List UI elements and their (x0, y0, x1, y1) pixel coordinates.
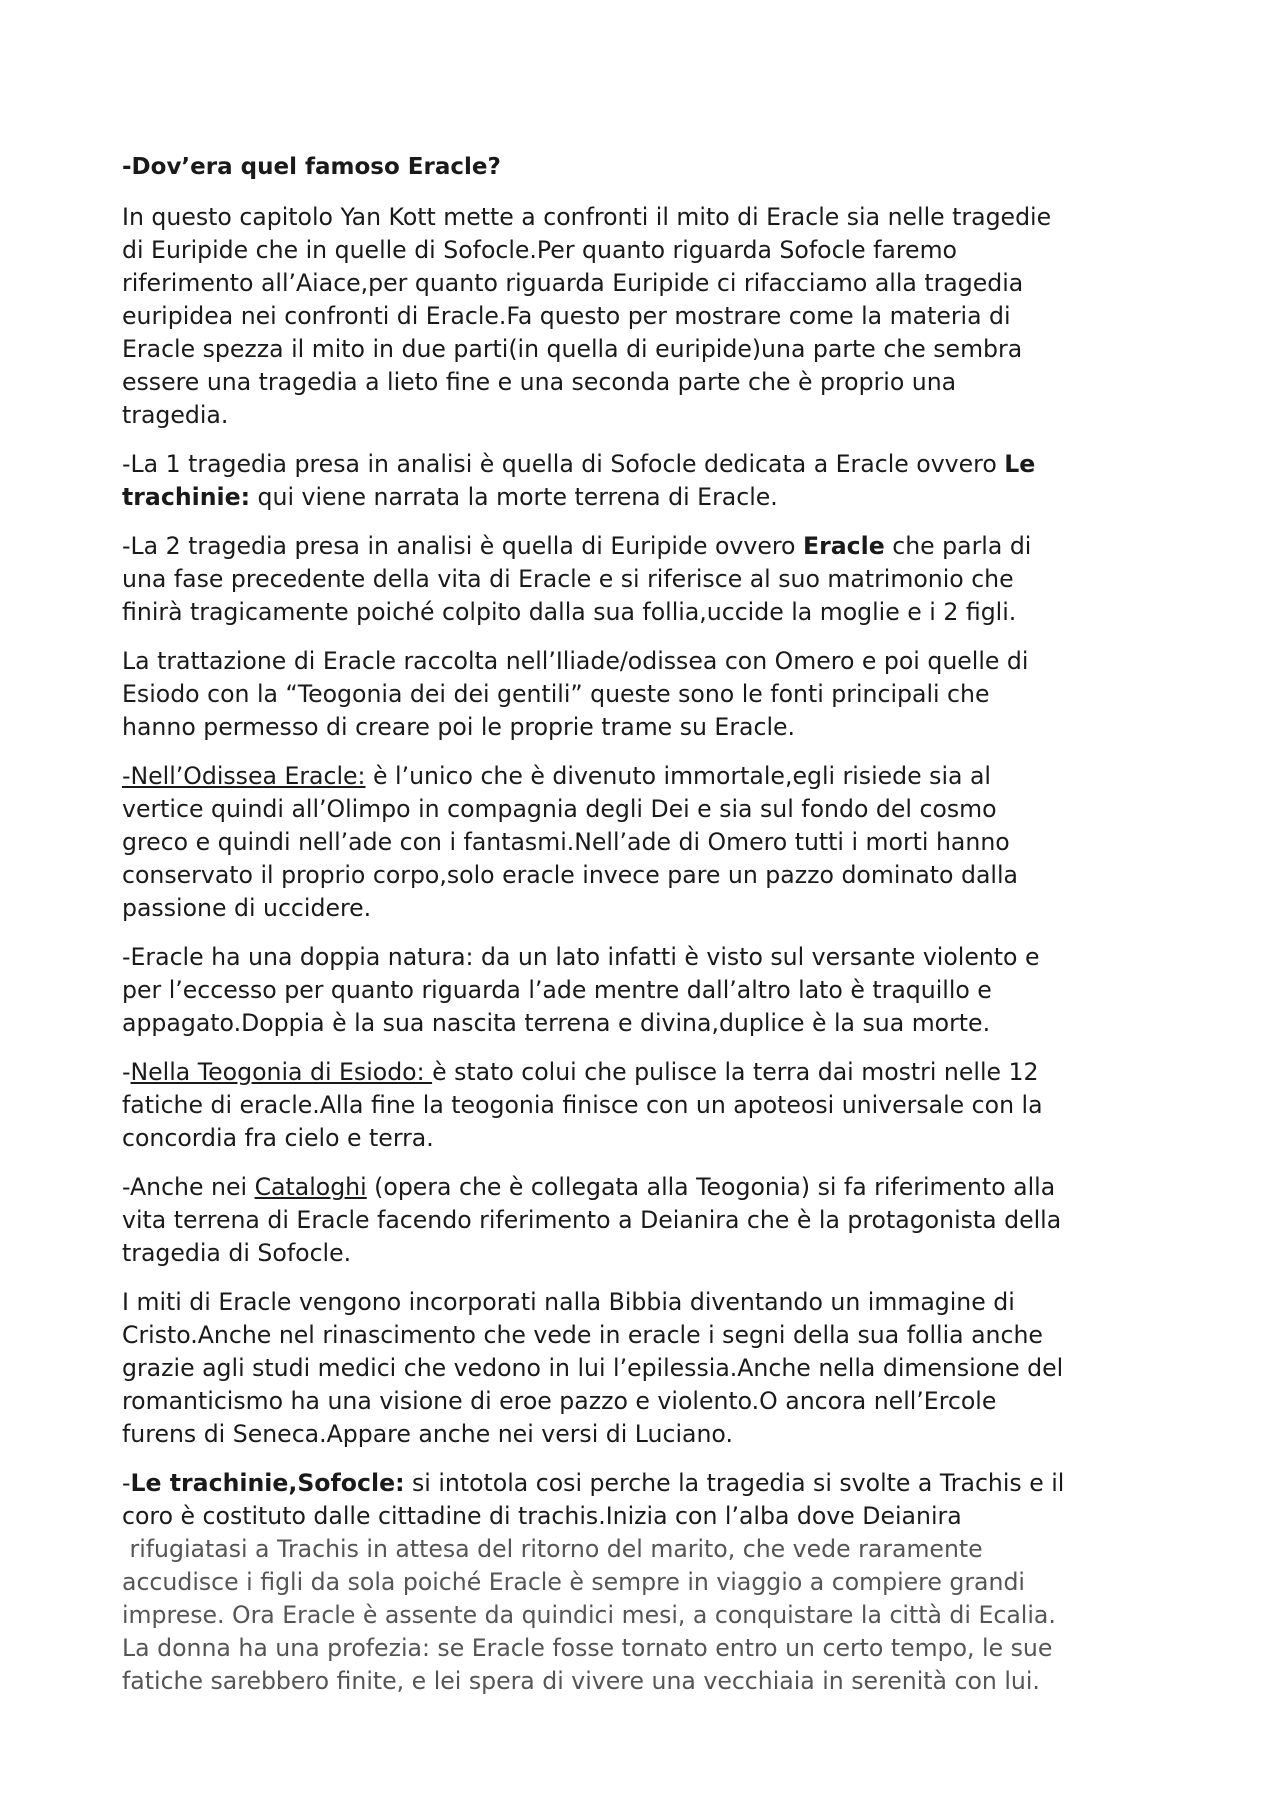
text-line: finirà tragicamente poiché colpito dalla sua follia,uccide la moglie e i 2 figli. (122, 598, 1017, 626)
paragraph-sources (122, 645, 1182, 744)
text-line: coro è costituto dalle cittadine di trachis.Inizia con l’alba dove Deianira (122, 1502, 962, 1530)
paragraph-double-nature (122, 941, 1182, 1040)
text-line: riferimento all’Aiace,per quanto riguarda Euripide ci rifacciamo alla tragedia (122, 269, 1024, 297)
text-line: per l’eccesso per quanto riguarda l’ade mentre dall’altro lato è traquillo e (122, 976, 992, 1004)
text-line (122, 1467, 1182, 1500)
text-line: di Euripide che in quelle di Sofocle.Per quanto riguarda Sofocle faremo (122, 236, 957, 264)
paragraph-odyssey (122, 760, 1182, 925)
text-span: qui viene narrata la morte terrena di Eracle. (250, 483, 778, 511)
text-line (122, 530, 1182, 563)
quoted-text-line: rifugiatasi a Trachis in attesa del ritorno del marito, che vede raramente (122, 1535, 983, 1563)
text-span: è l’unico che è divenuto immortale,egli risiede sia al (365, 762, 991, 790)
text-line: tragedia di Sofocle. (122, 1239, 352, 1267)
text-line: grazie agli studi medici che vedono in lui l’epilessia.Anche nella dimensione del (122, 1354, 1064, 1382)
text-line (122, 1056, 1182, 1089)
text-span: -La 1 tragedia presa in analisi è quella di Sofocle dedicata a Eracle ovvero (122, 450, 1005, 478)
text-line: I miti di Eracle vengono incorporati nalla Bibbia diventando un immagine di (122, 1288, 1015, 1316)
text-line: Esiodo con la “Teogonia dei dei gentili” queste sono le fonti principali che (122, 680, 990, 708)
paragraph-intro (122, 201, 1182, 432)
text-span: (opera che è collegata alla Teogonia) si fa riferimento alla (366, 1173, 1056, 1201)
text-line: In questo capitolo Yan Kott mette a confronti il mito di Eracle sia nelle tragedie (122, 203, 1052, 231)
text-span: che parla di (884, 532, 1032, 560)
text-line: fatiche di eracle.Alla fine la teogonia finisce con un apoteosi universale con la (122, 1091, 1043, 1119)
text-line: concordia fra cielo e terra. (122, 1124, 434, 1152)
text-line: Cristo.Anche nel rinascimento che vede in eracle i segni della sua follia anche (122, 1321, 1043, 1349)
text-span: si intotola cosi perche la tragedia si svolte a Trachis e il (404, 1469, 1065, 1497)
paragraph-first-tragedy (122, 448, 1182, 514)
text-span: - (122, 1058, 131, 1086)
bold-text: Le (1004, 450, 1036, 478)
bold-text: Le trachinie,Sofocle: (130, 1469, 405, 1497)
text-line: una fase precedente della vita di Eracle e si riferisce al suo matrimonio che (122, 565, 1014, 593)
text-span: -Anche nei (122, 1173, 255, 1201)
paragraph-trachiniae (122, 1467, 1182, 1698)
paragraph-myths (122, 1286, 1182, 1451)
text-span: è stato colui che pulisce la terra dai mostri nelle 12 (432, 1058, 1039, 1086)
text-line: La trattazione di Eracle raccolta nell’Iliade/odissea con Omero e poi quelle di (122, 647, 1029, 675)
text-line: -Eracle ha una doppia natura: da un lato infatti è visto sul versante violento e (122, 943, 1040, 971)
text-line: Eracle spezza il mito in due parti(in quella di euripide)una parte che sembra (122, 335, 1023, 363)
paragraph-second-tragedy (122, 530, 1182, 629)
section-title: -Dov’era quel famoso Eracle? (122, 154, 501, 180)
paragraph-catalogues (122, 1171, 1182, 1270)
text-line: romanticismo ha una visione di eroe pazzo e violento.O ancora nell’Ercole (122, 1387, 997, 1415)
text-line: tragedia. (122, 401, 229, 429)
text-line (122, 1171, 1182, 1204)
text-line: furens di Seneca.Appare anche nei versi di Luciano. (122, 1420, 733, 1448)
text-line (122, 448, 1182, 481)
paragraph-theogony (122, 1056, 1182, 1155)
text-line: conservato il proprio corpo,solo eracle invece pare un pazzo dominato dalla (122, 861, 1018, 889)
text-line: passione di uccidere. (122, 894, 372, 922)
text-line: vertice quindi all’Olimpo in compagnia degli Dei e sia sul fondo del cosmo (122, 795, 997, 823)
text-line: appagato.Doppia è la sua nascita terrena e divina,duplice è la sua morte. (122, 1009, 991, 1037)
quoted-text-line: accudisce i figli da sola poiché Eracle è sempre in viaggio a compiere grandi (122, 1568, 1025, 1596)
text-line: essere una tragedia a lieto fine e una seconda parte che è proprio una (122, 368, 957, 396)
text-line: hanno permesso di creare poi le proprie trame su Eracle. (122, 713, 796, 741)
quoted-text-line: fatiche sarebbero finite, e lei spera di vivere una vecchiaia in serenità con lui. (122, 1667, 1040, 1695)
text-span: -La 2 tragedia presa in analisi è quella di Euripide ovvero (122, 532, 803, 560)
quoted-text-line: imprese. Ora Eracle è assente da quindici mesi, a conquistare la città di Ecalia. (122, 1601, 1056, 1629)
text-line: vita terrena di Eracle facendo riferimento a Deianira che è la protagonista della (122, 1206, 1062, 1234)
text-line: euripidea nei confronti di Eracle.Fa questo per mostrare come la materia di (122, 302, 1011, 330)
quoted-text-line: La donna ha una profezia: se Eracle fosse tornato entro un certo tempo, le sue (122, 1634, 1053, 1662)
text-line: greco e quindi nell’ade con i fantasmi.Nell’ade di Omero tutti i morti hanno (122, 828, 1010, 856)
bold-text: Eracle (802, 532, 885, 560)
underlined-text: Cataloghi (254, 1173, 367, 1201)
document-page (122, 151, 1182, 1714)
text-line (122, 481, 1182, 514)
text-span: - (122, 1469, 131, 1497)
underlined-text: Nella Teogonia di Esiodo: (130, 1058, 433, 1086)
bold-text: trachinie: (122, 483, 251, 511)
underlined-text: -Nell’Odissea Eracle: (122, 762, 366, 790)
text-line (122, 760, 1182, 793)
